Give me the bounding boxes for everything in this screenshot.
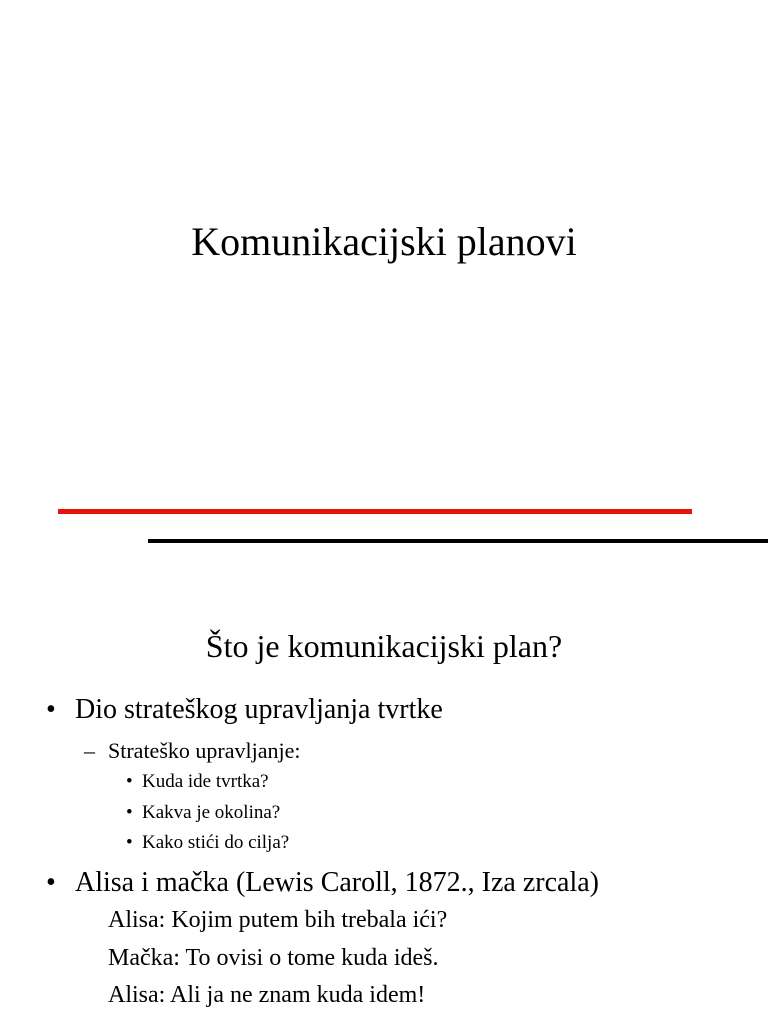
bullet-item (0, 692, 768, 728)
quote-line (0, 942, 768, 974)
red-divider-line (58, 509, 692, 514)
black-divider-line (148, 539, 768, 543)
bullet-item (0, 865, 768, 901)
dash-icon: – (84, 738, 95, 763)
quote-text: Alisa: Ali ja ne znam kuda idem! (108, 982, 426, 1008)
sub-sub-bullet-item (0, 801, 768, 825)
quote-text: Mačka: To ovisi o tome kuda ideš. (108, 945, 439, 971)
quote-line (0, 979, 768, 1011)
bullet-icon: • (46, 867, 56, 898)
sub-sub-bullet-item (0, 831, 768, 855)
bullet-icon: • (126, 802, 133, 823)
quote-text: Alisa: Kojim putem bih trebala ići? (108, 907, 448, 933)
sub-bullet-item (0, 737, 768, 765)
slide-title: Komunikacijski planovi (191, 219, 577, 264)
slide2-title: Što je komunikacijski plan? (205, 628, 563, 664)
bullet-text: Dio strateškog upravljanja tvrtke (75, 694, 443, 725)
bullet-icon: • (46, 694, 56, 725)
sub-sub-bullet-text: Kuda ide tvrtka? (142, 771, 269, 792)
bullet-icon: • (126, 771, 133, 792)
quote-line (0, 904, 768, 936)
bullet-text: Alisa i mačka (Lewis Caroll, 1872., Iza zrcala) (75, 867, 600, 898)
sub-sub-bullet-text: Kakva je okolina? (142, 802, 281, 823)
bullet-icon: • (126, 832, 133, 853)
sub-sub-bullet-item (0, 770, 768, 794)
sub-bullet-text: Strateško upravljanje: (108, 738, 301, 763)
sub-sub-bullet-text: Kako stići do cilja? (142, 832, 290, 853)
